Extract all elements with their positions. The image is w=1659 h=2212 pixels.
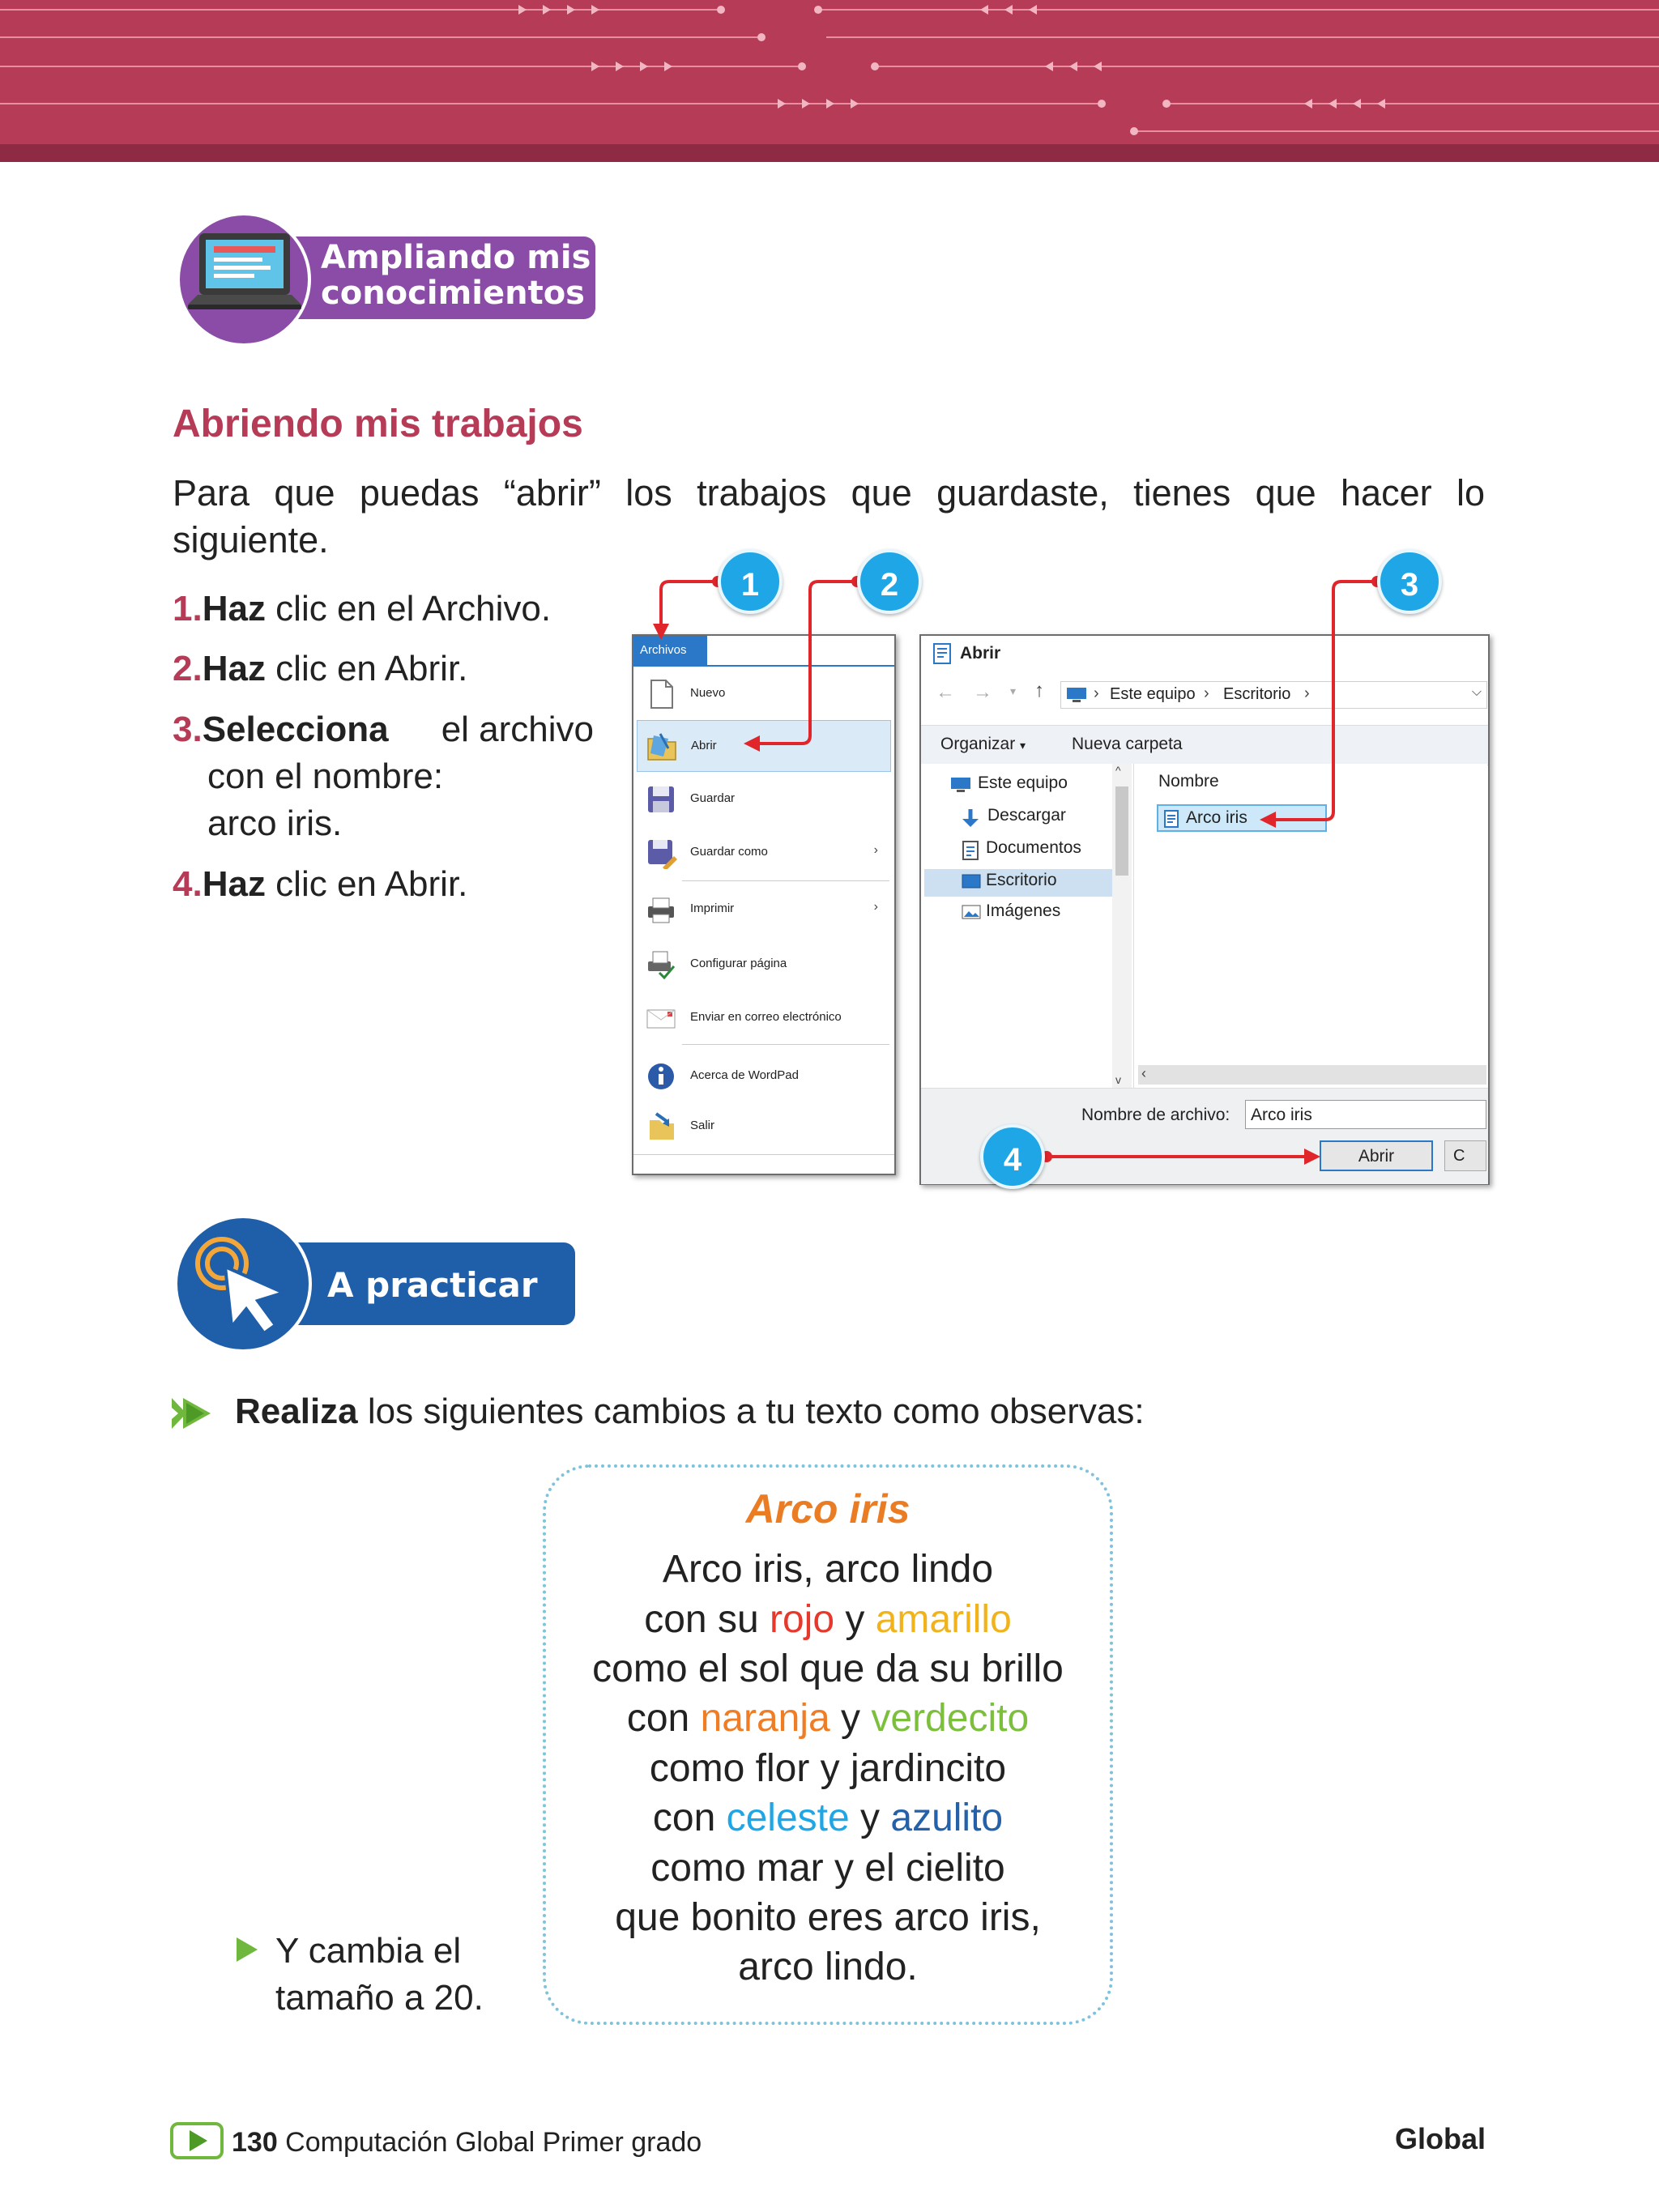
size-note xyxy=(275,1928,484,2022)
nav-label: Escritorio xyxy=(986,871,1057,889)
step-text: clic en el Archivo. xyxy=(265,589,552,629)
step-number: 4. xyxy=(173,864,203,904)
menu-item-label: Guardar como xyxy=(690,845,768,859)
poem-line-1: Arco iris, arco lindo xyxy=(662,1548,994,1591)
color-word-naranja: naranja xyxy=(700,1697,830,1740)
poem-text: con su xyxy=(644,1598,770,1641)
scroll-up-icon[interactable]: ^ xyxy=(1115,764,1121,777)
up-arrow-icon[interactable]: ↑ xyxy=(1034,680,1044,701)
callout-4: 4 xyxy=(980,1124,1045,1189)
poem-text: y xyxy=(834,1598,876,1641)
play-icon xyxy=(170,2122,224,2159)
submenu-arrow-icon: › xyxy=(873,900,878,914)
poem-text: y xyxy=(830,1697,872,1740)
poem-box xyxy=(543,1464,1113,2025)
step-3-line-3: arco iris. xyxy=(207,803,343,843)
arrow-3 xyxy=(1273,582,1377,820)
menu-item-label: Configurar página xyxy=(690,957,787,970)
breadcrumb-este-equipo[interactable]: Este equipo xyxy=(1110,685,1196,703)
footer-page-info xyxy=(232,2127,702,2159)
step-verb: Haz xyxy=(202,649,266,688)
open-button[interactable]: Abrir xyxy=(1320,1140,1433,1171)
filename-label: Nombre de archivo: xyxy=(1081,1106,1230,1124)
menu-item-label: Salir xyxy=(690,1119,715,1132)
arrowhead-4 xyxy=(1304,1149,1320,1165)
scroll-left-icon[interactable]: ‹ xyxy=(1141,1065,1146,1081)
page-number: 130 xyxy=(232,2127,278,2158)
color-word-amarillo: amarillo xyxy=(875,1598,1012,1641)
dialog-title: Abrir xyxy=(960,644,1001,663)
arrow-1 xyxy=(661,582,718,625)
poem-line-3: como el sol que da su brillo xyxy=(592,1647,1064,1690)
menu-item-label: Nuevo xyxy=(690,686,726,700)
nav-label: Este equipo xyxy=(978,774,1068,792)
footer-brand: Global xyxy=(1395,2122,1486,2155)
book-title: Computación Global Primer grado xyxy=(277,2127,702,2158)
instruction-verb: Realiza xyxy=(235,1392,358,1431)
badge-line-1: Ampliando mis xyxy=(321,239,591,276)
callout-3: 3 xyxy=(1377,549,1442,614)
poem-line-4 xyxy=(546,1696,1110,1741)
step-verb: Selecciona xyxy=(202,710,389,749)
step-verb: Haz xyxy=(202,864,266,904)
breadcrumb-escritorio[interactable]: Escritorio xyxy=(1223,685,1291,703)
step-number: 3. xyxy=(173,710,203,749)
menu-item-label: Enviar en correo electrónico xyxy=(690,1010,842,1024)
poem-line-9: arco lindo. xyxy=(738,1946,918,1988)
callout-2: 2 xyxy=(857,549,922,614)
practice-instruction xyxy=(235,1392,1145,1432)
path-separator: › xyxy=(1204,684,1209,702)
color-word-celeste: celeste xyxy=(726,1796,850,1839)
nav-label: Documentos xyxy=(986,838,1081,857)
poem-line-7: como mar y el cielito xyxy=(650,1847,1005,1890)
poem-line-5: como flor y jardincito xyxy=(649,1747,1007,1790)
arrowhead-2 xyxy=(744,735,760,752)
color-word-rojo: rojo xyxy=(770,1598,835,1641)
menu-item-label: Guardar xyxy=(690,791,736,805)
nav-label: Imágenes xyxy=(986,901,1061,920)
double-chevron-icon xyxy=(172,1398,212,1429)
color-word-verdecito: verdecito xyxy=(871,1697,1030,1740)
nav-label: Descargar xyxy=(987,806,1066,825)
practice-badge-label: A practicar xyxy=(327,1265,538,1305)
arrowhead-1 xyxy=(653,624,669,640)
step-text: clic en Abrir. xyxy=(265,649,468,688)
poem-text: con xyxy=(652,1796,727,1839)
step-3-line-2: con el nombre: xyxy=(207,757,444,796)
step-verb: Haz xyxy=(202,589,266,629)
forward-arrow-icon[interactable]: → xyxy=(973,681,992,703)
back-arrow-icon[interactable]: ← xyxy=(936,681,955,703)
poem-line-6 xyxy=(546,1796,1110,1840)
address-dropdown-icon[interactable]: ⌵ xyxy=(1471,685,1482,699)
callout-1: 1 xyxy=(718,549,783,614)
path-separator: › xyxy=(1094,684,1099,702)
step-number: 1. xyxy=(173,589,203,629)
recent-dropdown-icon[interactable]: ▾ xyxy=(1010,684,1017,697)
poem-title: Arco iris xyxy=(745,1486,911,1532)
badge-line-2: conocimientos xyxy=(321,275,585,312)
section-title: Abriendo mis trabajos xyxy=(173,403,583,445)
new-folder-button[interactable]: Nueva carpeta xyxy=(1072,735,1183,753)
filename-input[interactable]: Arco iris xyxy=(1245,1100,1486,1129)
size-note-line-2: tamaño a 20. xyxy=(275,1978,484,2018)
poem-text: con xyxy=(626,1697,701,1740)
menu-item-label: Acerca de WordPad xyxy=(690,1068,799,1082)
file-tab[interactable]: Archivos xyxy=(633,636,707,665)
file-name: Arco iris xyxy=(1186,808,1247,827)
menu-item-label: Abrir xyxy=(691,739,717,752)
color-word-azulito: azulito xyxy=(890,1796,1004,1839)
poem-line-2 xyxy=(546,1597,1110,1642)
triangle-bullet-icon xyxy=(237,1937,258,1962)
instruction-text: los siguientes cambios a tu texto como observas: xyxy=(357,1392,1145,1431)
step-text: el archivo xyxy=(441,710,594,749)
size-note-line-1: Y cambia el xyxy=(275,1931,462,1971)
menu-item-label: Imprimir xyxy=(690,901,735,915)
step-text: clic en Abrir. xyxy=(265,864,468,904)
organize-label: Organizar xyxy=(940,735,1016,753)
cancel-button[interactable]: C xyxy=(1444,1140,1486,1171)
poem-line-8: que bonito eres arco iris, xyxy=(615,1896,1041,1939)
submenu-arrow-icon: › xyxy=(873,843,878,857)
name-column-header[interactable]: Nombre xyxy=(1158,772,1219,791)
arrow-2 xyxy=(757,582,857,744)
path-separator: › xyxy=(1304,684,1310,702)
step-number: 2. xyxy=(173,649,203,688)
intro-text: Para que puedas “abrir” los trabajos que guardaste, tienes que hacer lo siguiente. xyxy=(173,472,1485,560)
poem-text: y xyxy=(849,1796,891,1839)
scroll-down-icon[interactable]: v xyxy=(1115,1073,1121,1086)
cursor-icon xyxy=(188,1230,301,1343)
arrowhead-3 xyxy=(1260,812,1276,828)
chevron-down-icon: ▾ xyxy=(1020,739,1026,752)
